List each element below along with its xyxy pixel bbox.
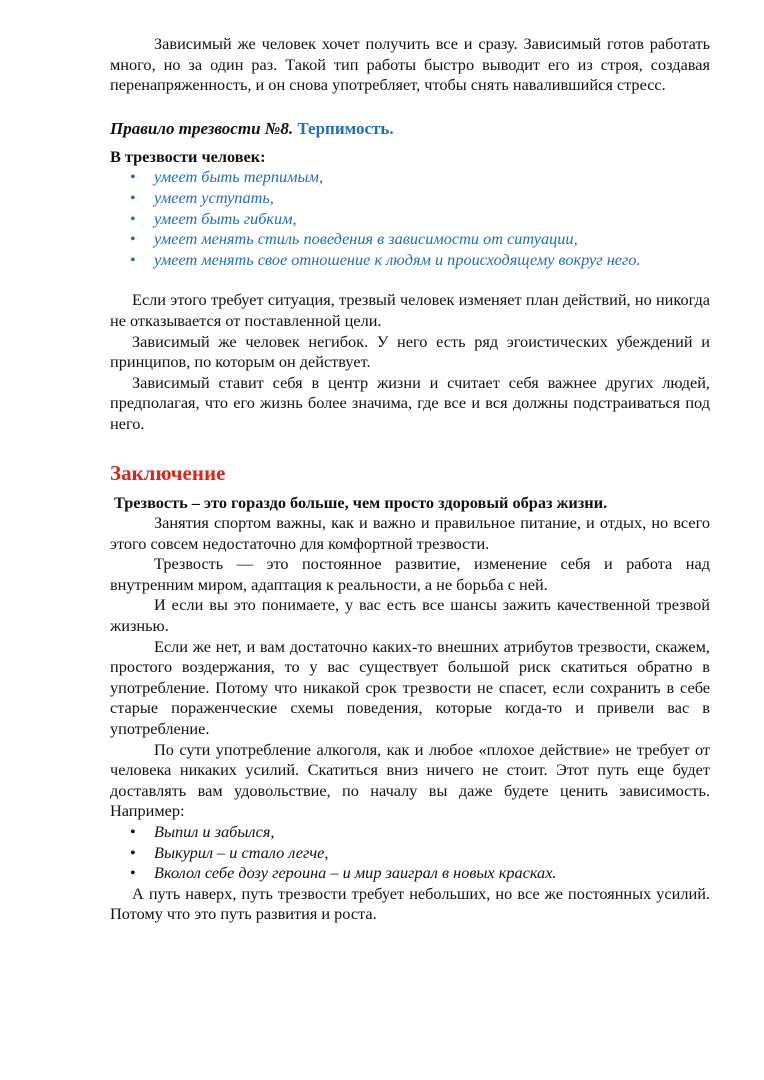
intro-paragraph: Зависимый же человек хочет получить все и сразу. Зависимый готов работать много, но за один раз. Такой тип работы быстро выводит его из строя, создавая перенапряженность, и он снова употребляет, чтобы снять навалившийся стресс. xyxy=(110,34,710,95)
conclusion-title: Заключение xyxy=(110,460,226,485)
list-item: • умеет быть терпимым, xyxy=(130,167,324,187)
conclusion-thesis: Трезвость – это гораздо больше, чем просто здоровый образ жизни. xyxy=(114,492,608,512)
document-page xyxy=(110,34,710,925)
paragraph: Если этого требует ситуация, трезвый человек изменяет план действий, но никогда не отказывается от поставленной цели. xyxy=(110,290,710,330)
paragraph: И если вы это понимаете, у вас есть все шансы зажить качественной трезвой жизнью. xyxy=(110,595,710,636)
list-item: • умеет менять стиль поведения в зависимости от ситуации, xyxy=(130,229,578,249)
bullet-icon: • xyxy=(130,187,136,207)
rule-8-heading xyxy=(110,118,710,140)
list-item: • Вколол себе дозу героина – и мир заиграл в новых красках. xyxy=(130,863,557,883)
paragraph: Занятия спортом важны, как и важно и правильное питание, и отдых, но всего этого совсем недостаточно для комфортной трезвости. xyxy=(110,513,710,553)
sobriety-traits-list xyxy=(110,167,710,270)
examples-list xyxy=(110,822,710,884)
bullet-icon: • xyxy=(130,208,136,228)
bullet-icon: • xyxy=(130,229,136,249)
rule-8-number: Правило трезвости №8. xyxy=(110,118,294,138)
paragraph: Если же нет, и вам достаточно каких-то внешних атрибутов трезвости, скажем, простого воздержания, то у вас существует большой риск скатиться обратно в употребление. Потому что никакой срок трезвости не спасет, если сохранить в себе старые пораженческие схемы поведения, которые когда-то и привели вас в употребление. xyxy=(110,636,710,739)
bullet-icon: • xyxy=(130,863,136,883)
bullet-icon: • xyxy=(130,822,136,841)
list-item: • умеет менять свое отношение к людям и происходящему вокруг него. xyxy=(130,249,641,269)
sobriety-intro: В трезвости человек: xyxy=(110,146,266,166)
list-item: • Выкурил – и стало легче, xyxy=(130,842,329,862)
paragraph: По сути употребление алкоголя, как и любое «плохое действие» не требует от человека никаких усилий. Скатиться вниз ничего не стоит. Этот путь еще будет доставлять вам удовольствие, по началу вы даже будете ценить зависимость. Например: xyxy=(110,739,710,821)
bullet-icon: • xyxy=(130,842,136,862)
paragraph: Зависимый ставит себя в центр жизни и считает себя важнее других людей, предполагая, что его жизнь более значима, где все и вся должны подстраиваться под него. xyxy=(110,372,710,433)
final-paragraph: А путь наверх, путь трезвости требует небольших, но все же постоянных усилий. Потому что это путь развития и роста. xyxy=(110,883,710,924)
bullet-icon: • xyxy=(130,167,136,187)
paragraph: Трезвость — это постоянное развитие, изменение себя и работа над внутренним миром, адаптация к реальности, а не борьба с ней. xyxy=(110,554,710,594)
list-item: • умеет уступать, xyxy=(130,187,274,207)
paragraph: Зависимый же человек негибок. У него есть ряд эгоистических убеждений и принципов, по которым он действует. xyxy=(110,331,710,372)
rule-8-name: Терпимость. xyxy=(297,118,394,138)
bullet-icon: • xyxy=(130,249,136,269)
list-item: • Выпил и забылся, xyxy=(130,822,275,841)
list-item: • умеет быть гибким, xyxy=(130,208,297,228)
